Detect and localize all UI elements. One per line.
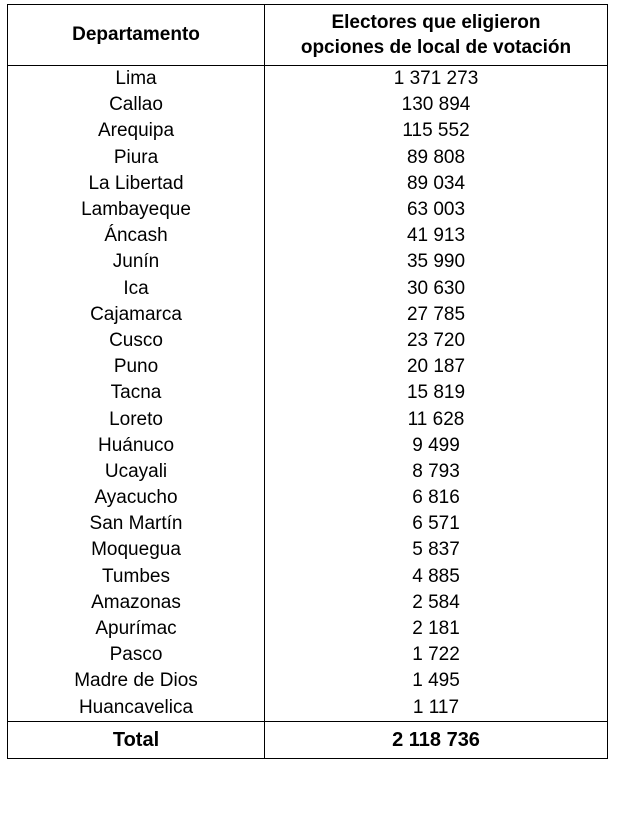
departamento-cell: Lambayeque — [8, 197, 265, 223]
electores-cell: 23 720 — [265, 328, 608, 354]
table-row — [8, 145, 608, 171]
electores-cell: 41 913 — [265, 223, 608, 249]
table-row — [8, 328, 608, 354]
departamento-cell: Amazonas — [8, 590, 265, 616]
electores-cell: 1 722 — [265, 642, 608, 668]
table-body — [8, 66, 608, 722]
electores-cell: 9 499 — [265, 433, 608, 459]
electores-cell: 11 628 — [265, 406, 608, 432]
table-row — [8, 118, 608, 144]
total-label: Total — [8, 721, 265, 758]
departamento-cell: La Libertad — [8, 171, 265, 197]
table-row — [8, 380, 608, 406]
electores-cell: 6 571 — [265, 511, 608, 537]
departamento-cell: Puno — [8, 354, 265, 380]
header-electores — [265, 5, 608, 66]
electores-cell: 15 819 — [265, 380, 608, 406]
electores-cell: 27 785 — [265, 302, 608, 328]
departamento-cell: San Martín — [8, 511, 265, 537]
table-row — [8, 616, 608, 642]
header-electores-line2: opciones de local de votación — [300, 37, 572, 58]
electors-table — [7, 4, 608, 759]
table-row — [8, 511, 608, 537]
departamento-cell: Ayacucho — [8, 485, 265, 511]
departamento-cell: Huánuco — [8, 433, 265, 459]
departamento-cell: Moquegua — [8, 537, 265, 563]
electores-cell: 130 894 — [265, 92, 608, 118]
electores-cell: 8 793 — [265, 459, 608, 485]
table-row — [8, 354, 608, 380]
electores-cell: 6 816 — [265, 485, 608, 511]
departamento-cell: Pasco — [8, 642, 265, 668]
table-row — [8, 590, 608, 616]
departamento-cell: Loreto — [8, 406, 265, 432]
table-row — [8, 171, 608, 197]
table-row — [8, 302, 608, 328]
table-row — [8, 459, 608, 485]
table-row — [8, 197, 608, 223]
electores-cell: 1 371 273 — [265, 66, 608, 93]
electores-cell: 2 181 — [265, 616, 608, 642]
header-row — [8, 5, 608, 66]
table-row — [8, 668, 608, 694]
electores-cell: 5 837 — [265, 537, 608, 563]
departamento-cell: Ucayali — [8, 459, 265, 485]
departamento-cell: Ica — [8, 276, 265, 302]
table-row — [8, 695, 608, 722]
electores-cell: 1 117 — [265, 695, 608, 722]
table-row — [8, 642, 608, 668]
departamento-cell: Lima — [8, 66, 265, 93]
table-row — [8, 66, 608, 93]
table-row — [8, 406, 608, 432]
total-row — [8, 721, 608, 758]
departamento-cell: Junín — [8, 249, 265, 275]
electores-cell: 4 885 — [265, 564, 608, 590]
table-row — [8, 537, 608, 563]
departamento-cell: Callao — [8, 92, 265, 118]
electores-cell: 1 495 — [265, 668, 608, 694]
departamento-cell: Cusco — [8, 328, 265, 354]
header-departamento: Departamento — [8, 5, 265, 66]
table-row — [8, 276, 608, 302]
electores-cell: 89 034 — [265, 171, 608, 197]
table-row — [8, 433, 608, 459]
departamento-cell: Huancavelica — [8, 695, 265, 722]
departamento-cell: Arequipa — [8, 118, 265, 144]
table-row — [8, 485, 608, 511]
departamento-cell: Cajamarca — [8, 302, 265, 328]
table-row — [8, 92, 608, 118]
electores-cell: 89 808 — [265, 145, 608, 171]
departamento-cell: Tumbes — [8, 564, 265, 590]
electores-cell: 63 003 — [265, 197, 608, 223]
departamento-cell: Piura — [8, 145, 265, 171]
total-value: 2 118 736 — [265, 721, 608, 758]
electores-cell: 115 552 — [265, 118, 608, 144]
table-row — [8, 223, 608, 249]
departamento-cell: Apurímac — [8, 616, 265, 642]
departamento-cell: Áncash — [8, 223, 265, 249]
departamento-cell: Madre de Dios — [8, 668, 265, 694]
departamento-cell: Tacna — [8, 380, 265, 406]
header-electores-line1: Electores que eligieron — [331, 12, 541, 33]
electores-cell: 2 584 — [265, 590, 608, 616]
table-row — [8, 249, 608, 275]
electores-cell: 30 630 — [265, 276, 608, 302]
electores-cell: 35 990 — [265, 249, 608, 275]
table-row — [8, 564, 608, 590]
electores-cell: 20 187 — [265, 354, 608, 380]
